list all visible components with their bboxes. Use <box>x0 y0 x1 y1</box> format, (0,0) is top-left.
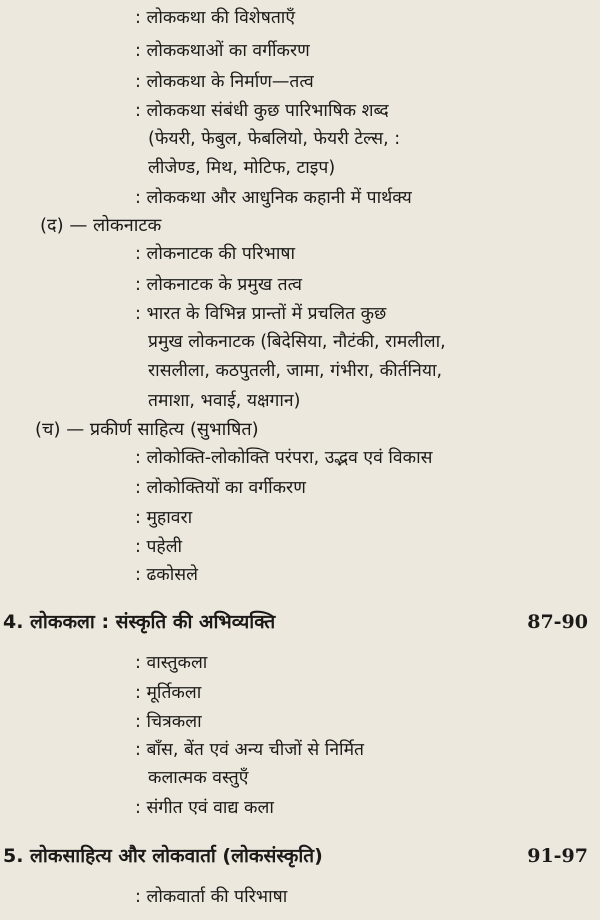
chapter-title: 4. लोककला : संस्कृति की अभिव्यक्ति <box>3 611 276 633</box>
toc-item: : लोकनाटक की परिभाषा <box>135 244 296 264</box>
toc-item: : लोकोक्तियों का वर्गीकरण <box>135 478 306 498</box>
toc-item: : ढकोसले <box>135 565 198 585</box>
toc-item: प्रमुख लोकनाटक (बिदेसिया, नौटंकी, रामलीला, <box>148 332 446 352</box>
toc-item: : वास्तुकला <box>135 653 208 673</box>
toc-item: कलात्मक वस्तुएँ <box>148 768 249 788</box>
toc-item: : चित्रकला <box>135 712 202 732</box>
toc-item: : लोकवार्ता की परिभाषा <box>135 887 288 907</box>
toc-item: : भारत के विभिन्न प्रान्तों में प्रचलित कुछ <box>135 304 387 324</box>
toc-item: : पहेली <box>135 537 183 557</box>
toc-item: लीजेण्ड, मिथ, मोटिफ, टाइप) <box>148 158 336 178</box>
toc-item: : लोककथा संबंधी कुछ पारिभाषिक शब्द <box>135 101 389 121</box>
page-range: 87-90 <box>527 611 588 633</box>
toc-item: : लोककथा की विशेषताएँ <box>135 8 296 28</box>
toc-item: तमाशा, भवाई, यक्षगान) <box>148 391 301 411</box>
page-range: 91-97 <box>527 845 588 867</box>
toc-item: रासलीला, कठपुतली, जामा, गंभीरा, कीर्तनिया, <box>148 361 443 381</box>
toc-item: : संगीत एवं वाद्य कला <box>135 798 274 818</box>
toc-item: (फेयरी, फेबुल, फेबलियो, फेयरी टेल्स, : <box>148 129 401 149</box>
toc-item: : लोककथा के निर्माण—तत्व <box>135 72 314 92</box>
toc-item: : मूर्तिकला <box>135 683 202 703</box>
chapter-title: 5. लोकसाहित्य और लोकवार्ता (लोकसंस्कृति) <box>3 845 323 867</box>
toc-item: : लोकनाटक के प्रमुख तत्व <box>135 275 303 295</box>
toc-item: : लोककथाओं का वर्गीकरण <box>135 41 310 61</box>
section-heading-d: (द) — लोकनाटक <box>40 215 162 236</box>
section-heading-ch: (च) — प्रकीर्ण साहित्य (सुभाषित) <box>35 419 259 440</box>
toc-item: : मुहावरा <box>135 508 193 528</box>
toc-item: : लोकोक्ति-लोकोक्ति परंपरा, उद्भव एवं विकास <box>135 448 433 468</box>
toc-item: : लोककथा और आधुनिक कहानी में पार्थक्य <box>135 188 412 208</box>
toc-item: : बाँस, बेंत एवं अन्य चीजों से निर्मित <box>135 740 365 760</box>
